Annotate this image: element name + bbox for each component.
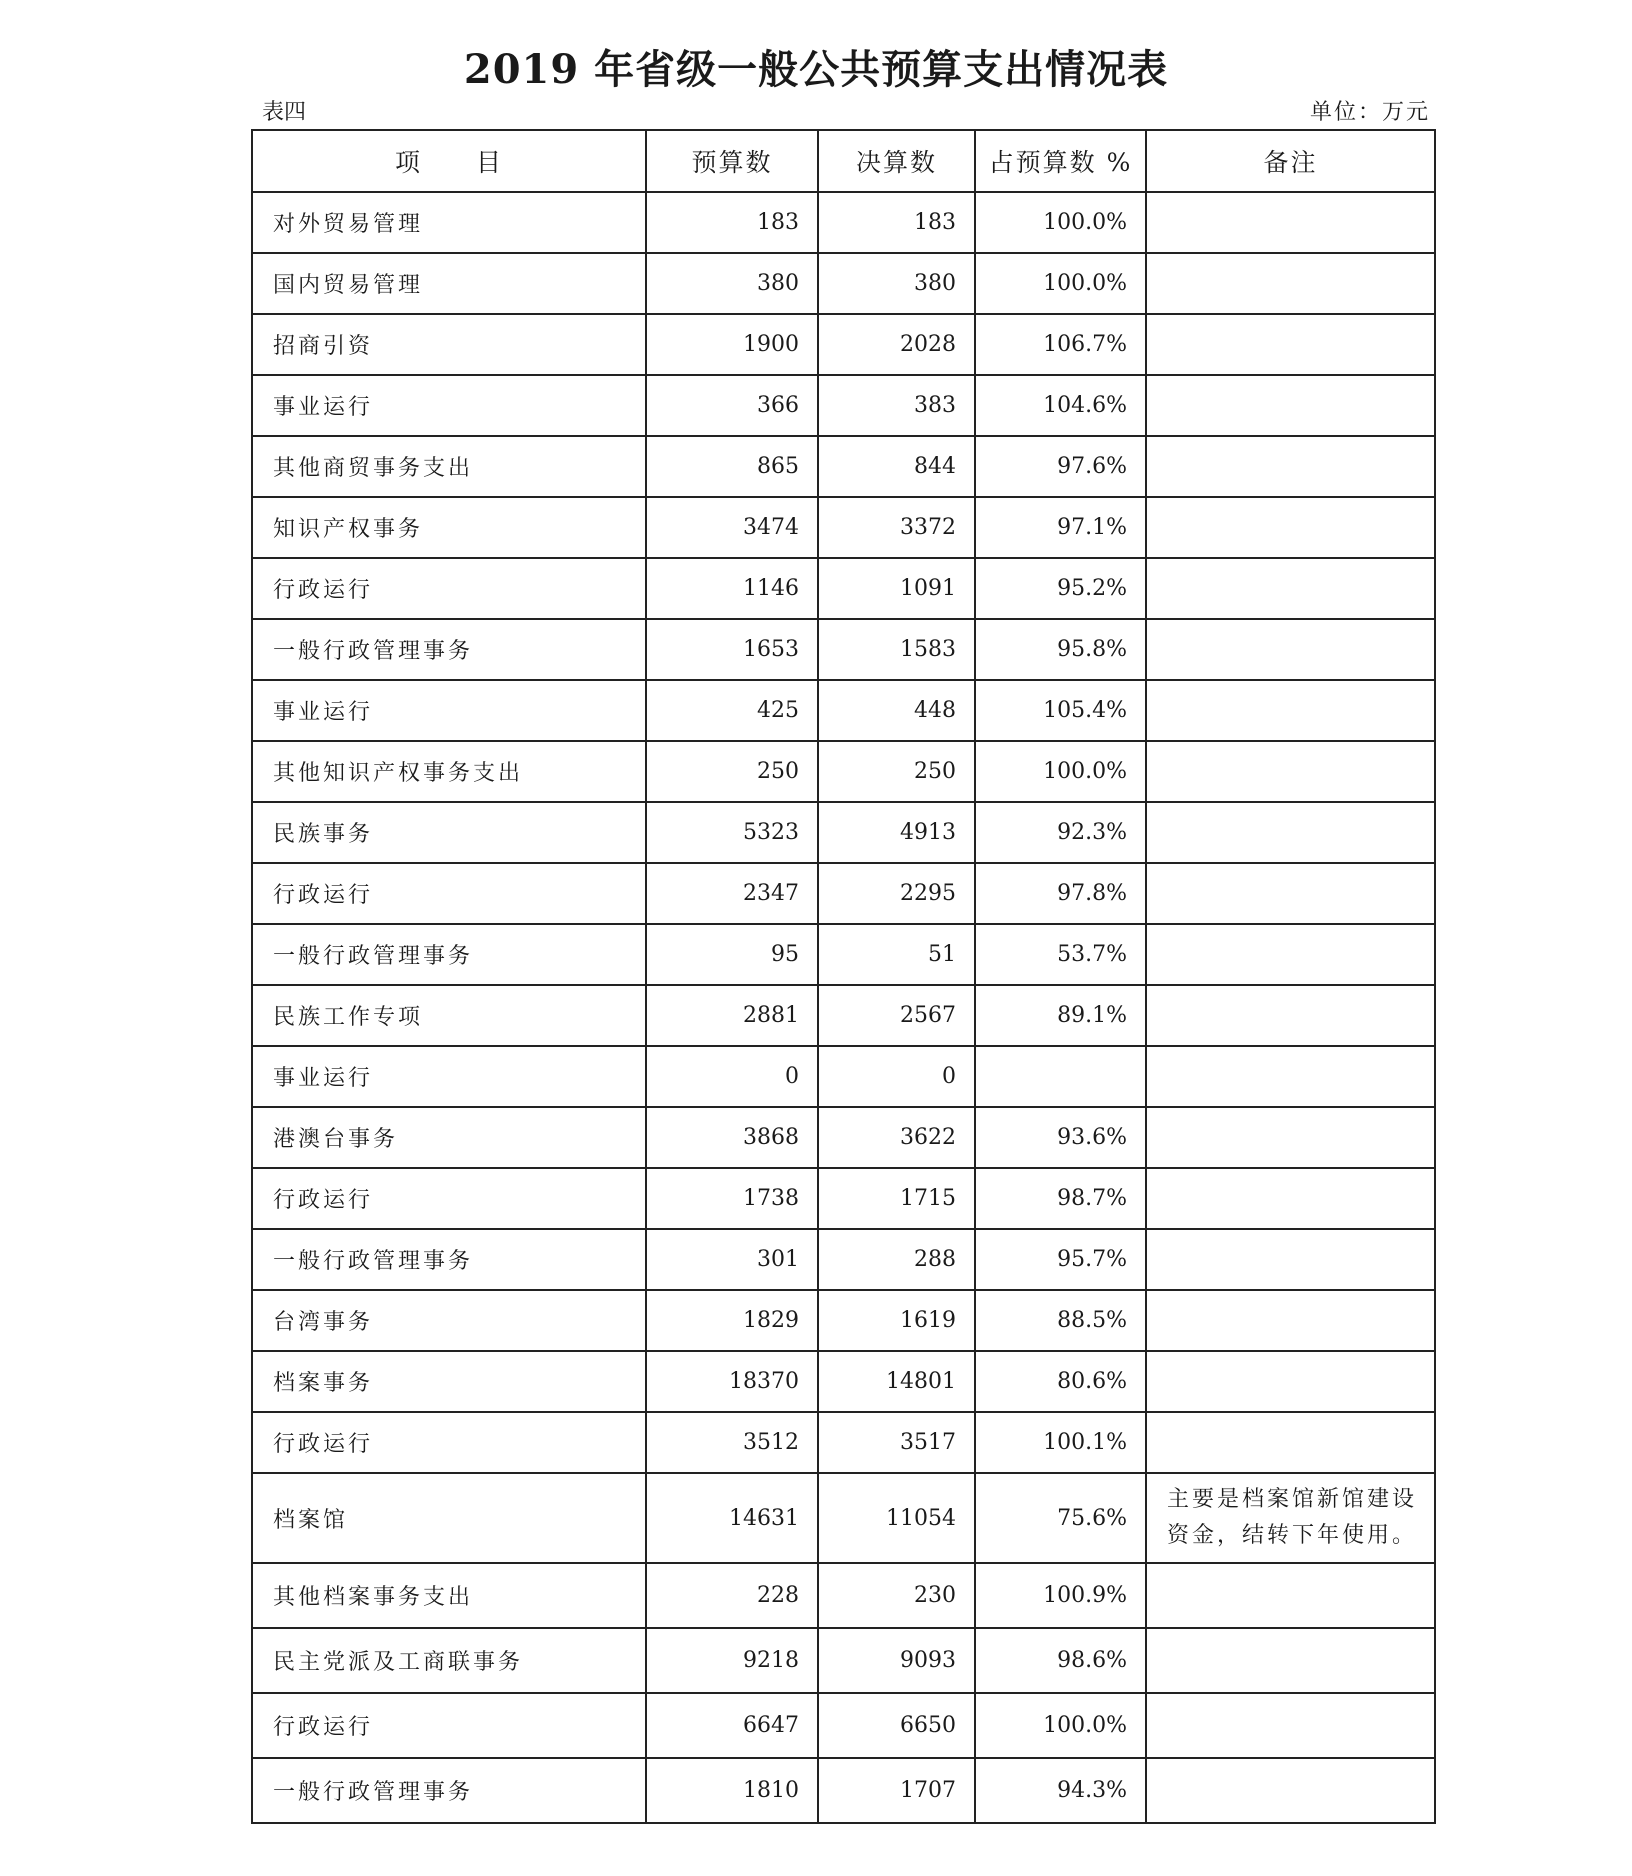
row-budget: 95 [646,924,818,985]
row-item-name: 港澳台事务 [252,1107,646,1168]
row-percent: 92.3% [975,802,1146,863]
row-budget: 9218 [646,1628,818,1693]
table-row [252,680,1435,741]
row-item-name: 事业运行 [252,375,646,436]
row-final: 51 [818,924,975,985]
column-header-final: 决算数 [818,130,975,192]
row-note [1146,1351,1435,1412]
row-item-name: 行政运行 [252,1693,646,1758]
row-note [1146,497,1435,558]
row-percent: 98.6% [975,1628,1146,1693]
table-row [252,1168,1435,1229]
row-item-name: 一般行政管理事务 [252,1758,646,1823]
row-item-name: 其他档案事务支出 [252,1563,646,1628]
row-item-name: 事业运行 [252,680,646,741]
row-item-name: 行政运行 [252,558,646,619]
row-percent: 94.3% [975,1758,1146,1823]
row-percent: 89.1% [975,985,1146,1046]
row-percent: 100.0% [975,1693,1146,1758]
row-item-name: 行政运行 [252,1168,646,1229]
row-item-name: 行政运行 [252,1412,646,1473]
row-percent: 95.8% [975,619,1146,680]
row-note [1146,253,1435,314]
row-budget: 3474 [646,497,818,558]
row-budget: 1829 [646,1290,818,1351]
row-note [1146,375,1435,436]
row-note [1146,863,1435,924]
row-final: 1583 [818,619,975,680]
row-percent: 100.0% [975,192,1146,253]
row-note [1146,436,1435,497]
unit-label: 单位：万元 [1309,100,1430,125]
row-note [1146,1412,1435,1473]
table-row [252,192,1435,253]
row-note [1146,1290,1435,1351]
row-item-name: 档案馆 [252,1473,646,1563]
row-percent: 97.6% [975,436,1146,497]
row-note [1146,1693,1435,1758]
table-label: 表四 [262,100,307,125]
row-note [1146,1563,1435,1628]
row-final: 230 [818,1563,975,1628]
row-note [1146,1168,1435,1229]
row-percent: 100.1% [975,1412,1146,1473]
table-row [252,558,1435,619]
row-note: 主要是档案馆新馆建设资金，结转下年使用。 [1146,1473,1435,1563]
row-note [1146,1046,1435,1107]
column-header-budget: 预算数 [646,130,818,192]
row-budget: 2347 [646,863,818,924]
row-item-name: 国内贸易管理 [252,253,646,314]
row-item-name: 民主党派及工商联事务 [252,1628,646,1693]
table-row [252,802,1435,863]
row-percent: 95.2% [975,558,1146,619]
row-percent: 80.6% [975,1351,1146,1412]
row-final: 3622 [818,1107,975,1168]
row-item-name: 招商引资 [252,314,646,375]
row-percent: 97.8% [975,863,1146,924]
row-item-name: 其他商贸事务支出 [252,436,646,497]
column-header-note: 备注 [1146,130,1435,192]
table-row [252,1351,1435,1412]
row-final: 0 [818,1046,975,1107]
row-item-name: 事业运行 [252,1046,646,1107]
row-note [1146,1758,1435,1823]
row-final: 2567 [818,985,975,1046]
row-budget: 425 [646,680,818,741]
row-budget: 18370 [646,1351,818,1412]
row-percent: 106.7% [975,314,1146,375]
row-final: 844 [818,436,975,497]
row-note [1146,1229,1435,1290]
row-budget: 865 [646,436,818,497]
row-note [1146,558,1435,619]
row-final: 250 [818,741,975,802]
row-note [1146,741,1435,802]
row-final: 6650 [818,1693,975,1758]
row-final: 288 [818,1229,975,1290]
row-item-name: 一般行政管理事务 [252,619,646,680]
row-final: 4913 [818,802,975,863]
table-row [252,924,1435,985]
row-budget: 5323 [646,802,818,863]
row-item-name: 行政运行 [252,863,646,924]
table-header-row [252,130,1435,192]
table-row [252,1628,1435,1693]
table-row [252,1229,1435,1290]
table-row [252,1758,1435,1823]
row-item-name: 知识产权事务 [252,497,646,558]
table-body [252,192,1435,1823]
table-row [252,619,1435,680]
row-budget: 2881 [646,985,818,1046]
row-percent: 100.9% [975,1563,1146,1628]
table-row [252,1046,1435,1107]
row-percent: 88.5% [975,1290,1146,1351]
row-percent: 98.7% [975,1168,1146,1229]
table-row [252,314,1435,375]
row-item-name: 一般行政管理事务 [252,1229,646,1290]
row-budget: 1653 [646,619,818,680]
table-row [252,985,1435,1046]
row-item-name: 一般行政管理事务 [252,924,646,985]
expenditure-table [251,129,1436,1824]
row-final: 3372 [818,497,975,558]
table-row [252,1107,1435,1168]
row-note [1146,680,1435,741]
row-note [1146,924,1435,985]
row-percent: 105.4% [975,680,1146,741]
row-final: 14801 [818,1351,975,1412]
row-budget: 6647 [646,1693,818,1758]
row-final: 1707 [818,1758,975,1823]
row-budget: 3512 [646,1412,818,1473]
row-budget: 1738 [646,1168,818,1229]
row-budget: 1900 [646,314,818,375]
row-final: 11054 [818,1473,975,1563]
row-item-name: 民族工作专项 [252,985,646,1046]
row-final: 3517 [818,1412,975,1473]
row-note [1146,985,1435,1046]
row-budget: 0 [646,1046,818,1107]
row-budget: 183 [646,192,818,253]
row-final: 183 [818,192,975,253]
row-percent: 100.0% [975,741,1146,802]
row-budget: 3868 [646,1107,818,1168]
row-note [1146,1107,1435,1168]
table-row [252,1693,1435,1758]
row-final: 2295 [818,863,975,924]
row-percent: 97.1% [975,497,1146,558]
table-row [252,863,1435,924]
row-final: 1715 [818,1168,975,1229]
row-item-name: 民族事务 [252,802,646,863]
row-item-name: 档案事务 [252,1351,646,1412]
row-budget: 380 [646,253,818,314]
row-budget: 250 [646,741,818,802]
row-note [1146,314,1435,375]
row-percent: 104.6% [975,375,1146,436]
row-final: 380 [818,253,975,314]
row-budget: 366 [646,375,818,436]
row-percent: 93.6% [975,1107,1146,1168]
row-percent [975,1046,1146,1107]
table-row [252,1290,1435,1351]
column-header-percent: 占预算数 % [975,130,1146,192]
row-note [1146,619,1435,680]
row-budget: 1146 [646,558,818,619]
row-budget: 14631 [646,1473,818,1563]
row-percent: 53.7% [975,924,1146,985]
table-row [252,436,1435,497]
table-row [252,253,1435,314]
row-note [1146,802,1435,863]
row-final: 448 [818,680,975,741]
row-budget: 301 [646,1229,818,1290]
row-note [1146,1628,1435,1693]
table-row [252,375,1435,436]
column-header-item: 项 目 [252,130,646,192]
row-budget: 1810 [646,1758,818,1823]
row-final: 1619 [818,1290,975,1351]
row-item-name: 台湾事务 [252,1290,646,1351]
table-row [252,1563,1435,1628]
table-row [252,741,1435,802]
row-item-name: 其他知识产权事务支出 [252,741,646,802]
row-item-name: 对外贸易管理 [252,192,646,253]
table-row [252,1473,1435,1563]
page-title: 2019 年省级一般公共预算支出情况表 [463,46,1169,93]
row-note [1146,192,1435,253]
row-budget: 228 [646,1563,818,1628]
row-percent: 95.7% [975,1229,1146,1290]
row-final: 2028 [818,314,975,375]
row-final: 1091 [818,558,975,619]
row-final: 383 [818,375,975,436]
row-percent: 100.0% [975,253,1146,314]
table-row [252,497,1435,558]
row-final: 9093 [818,1628,975,1693]
row-percent: 75.6% [975,1473,1146,1563]
table-row [252,1412,1435,1473]
